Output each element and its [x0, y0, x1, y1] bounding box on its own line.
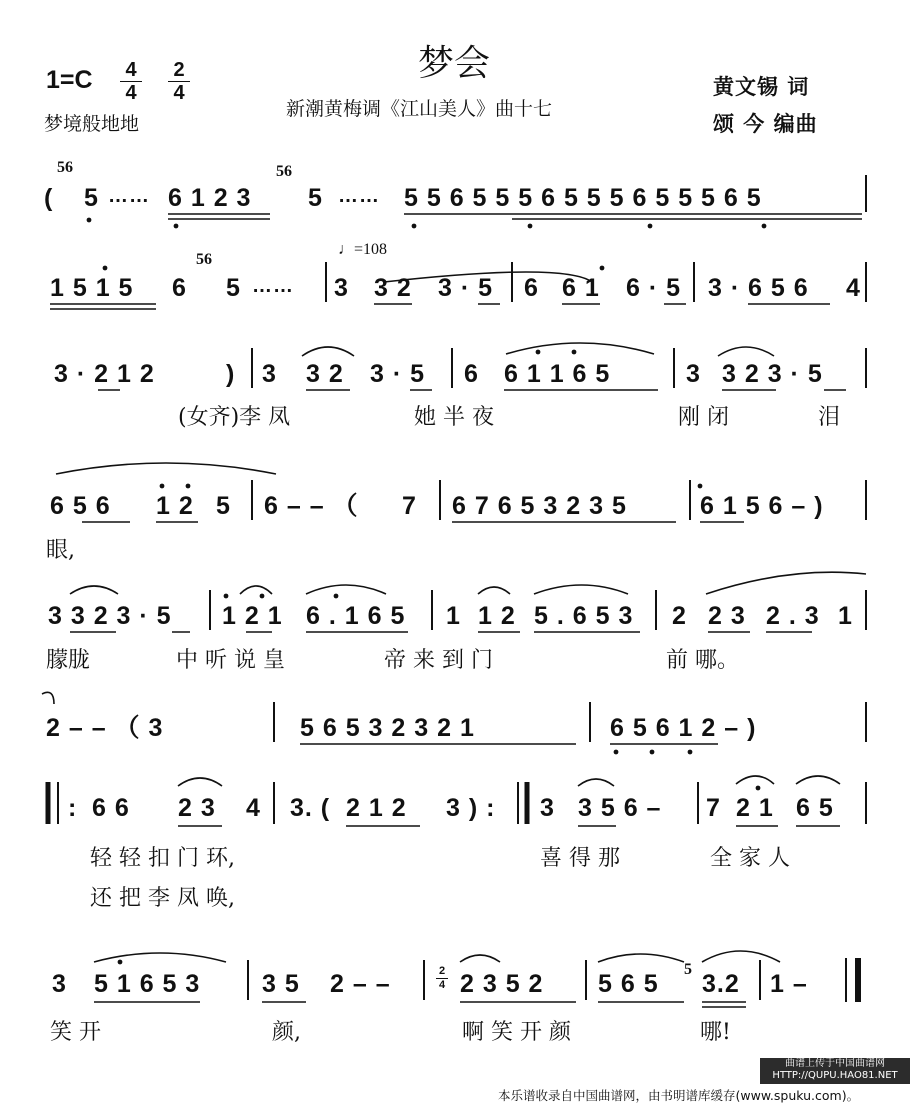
- note-group: 2: [672, 602, 687, 630]
- note-group: 1: [838, 602, 853, 630]
- time-sig-bottom: 4: [173, 82, 185, 104]
- note-group: 6 5 6 1 2 – ): [610, 714, 757, 742]
- note-group: 1 2 1: [222, 602, 283, 630]
- composer-credit: 颂 今 编曲: [713, 111, 818, 136]
- note-group: 3: [52, 970, 67, 998]
- note-group: 5 . 6 5 3: [534, 602, 634, 630]
- note-group: 6 5 6: [748, 274, 809, 302]
- note-group: 4: [846, 274, 861, 302]
- note-group: 1 2: [478, 602, 516, 630]
- note-group: 1: [446, 602, 461, 630]
- note-group: 3: [262, 360, 277, 388]
- note-group: 3 · 5: [438, 274, 494, 302]
- lyricist-credit: 黄文锡 词: [713, 74, 810, 99]
- note-group: 5: [84, 184, 99, 212]
- note-group: 6 5: [796, 794, 834, 822]
- time-sig-top: 4: [125, 59, 137, 81]
- note-group: 5: [226, 274, 241, 302]
- lyric-line: 全 家 人: [710, 846, 790, 871]
- note-group: 6 5 6: [50, 492, 111, 520]
- note-group: 6 1: [562, 274, 600, 302]
- note-group: 1 2: [156, 492, 194, 520]
- watermark-stamp: 曲谱上传于中国曲谱网 HTTP://QUPU.HAO81.NET: [760, 1058, 910, 1084]
- note-group: 3 · 2 1 2: [54, 360, 155, 388]
- note-group: 6 1 5 6 – ): [700, 492, 824, 520]
- time-sig-bottom: 4: [438, 979, 446, 991]
- key-signature: 1=C: [46, 66, 93, 94]
- note-group: 2 – –: [330, 970, 391, 998]
- note-group: 3 2: [306, 360, 344, 388]
- note-group: 3. (: [290, 794, 331, 822]
- note-group: 3.2: [702, 970, 740, 998]
- note-group: 2 3 5 2: [460, 970, 544, 998]
- note-group: 3: [334, 274, 349, 302]
- note-group: 2 – – （ 3: [46, 714, 164, 742]
- note-group: 5: [308, 184, 323, 212]
- note-group: 6: [524, 274, 539, 302]
- note-group: 5 1 6 5 3: [94, 970, 201, 998]
- note-group: 6 7 6 5 3 2 3 5: [452, 492, 627, 520]
- repeat-dots: :: [68, 794, 78, 822]
- note-group: 6 6: [92, 794, 130, 822]
- note-group: 4: [246, 794, 261, 822]
- ellipsis-mark: ……: [108, 185, 150, 207]
- lyric-line: 喜 得 那: [540, 846, 620, 871]
- note-group: 1 5 1 5: [50, 274, 134, 302]
- lyric-line: 前 哪。: [666, 648, 739, 673]
- lyric-line: 刚 闭: [678, 405, 729, 430]
- time-sig-bottom: 4: [125, 82, 137, 104]
- note-group: 6: [172, 274, 187, 302]
- lyric-verse-2: 还 把 李 凤 唤,: [90, 886, 235, 911]
- note-group: 2 . 3: [766, 602, 820, 630]
- subtitle: 新潮黄梅调《江山美人》曲十七: [286, 98, 553, 120]
- note-group: 3: [540, 794, 555, 822]
- note-group: 5: [216, 492, 231, 520]
- lyric-line: 眼,: [46, 538, 75, 563]
- note-group: 2 1 2: [346, 794, 407, 822]
- lyric-verse-1: 轻 轻 扣 门 环,: [90, 846, 235, 871]
- time-sig-top: 2: [438, 965, 446, 977]
- note-group: 6 · 5: [626, 274, 682, 302]
- note-group: 2 1: [736, 794, 774, 822]
- note-group: (: [44, 184, 54, 212]
- note-group: 5 5 6 5 5 5 6 5 5 5 6 5 5 5 6 5: [404, 184, 762, 212]
- note-group: 6 1 2 3: [168, 184, 252, 212]
- footer-note: 本乐谱收录自中国曲谱网，由书明谱库缓存(www.spuku.com)。: [498, 1088, 860, 1103]
- lyric-line: 朦胧: [46, 648, 91, 673]
- note-group: 6 . 1 6 5: [306, 602, 406, 630]
- ellipsis-mark: ……: [252, 275, 294, 297]
- lyric-line: (女齐)李 凤: [178, 405, 291, 430]
- grace-notes: 56: [196, 251, 212, 268]
- grace-notes: 56: [57, 159, 73, 176]
- note-group: 7: [402, 492, 417, 520]
- expression-mark: 梦境般地地: [44, 113, 140, 135]
- note-group: 2 3: [178, 794, 216, 822]
- note-group: 3 ·: [708, 274, 741, 302]
- note-group: 3 2 3 · 5: [722, 360, 823, 388]
- lyric-line: 中 听 说 皇: [176, 648, 285, 673]
- note-group: 3 3 2 3 · 5: [48, 602, 172, 630]
- note-group: 3 5: [262, 970, 300, 998]
- note-group: 6 – – （: [264, 492, 359, 520]
- note-group: 6 1 1 6 5: [504, 360, 611, 388]
- note-group: 3 2: [374, 274, 412, 302]
- note-group: 3: [686, 360, 701, 388]
- lyric-line: 帝 来 到 门: [384, 648, 493, 673]
- grace-notes: 56: [276, 163, 292, 180]
- lyric-line: 啊 笑 开 颜: [462, 1020, 571, 1045]
- note-group: 2 3: [708, 602, 746, 630]
- lyric-line: 颜,: [272, 1020, 301, 1045]
- note-group: 7: [706, 794, 721, 822]
- note-group: 3 · 5: [370, 360, 426, 388]
- note-group: 1 –: [770, 970, 808, 998]
- tempo-mark: ♩=108: [338, 241, 388, 258]
- note-group: 5 6 5 3 2 3 2 1: [300, 714, 475, 742]
- ellipsis-mark: ……: [338, 185, 380, 207]
- time-sig-top: 2: [173, 59, 185, 81]
- lyric-line: 她 半 夜: [414, 405, 494, 430]
- note-group: ): [226, 360, 236, 388]
- note-group: 6: [464, 360, 479, 388]
- lyric-line: 泪: [818, 405, 841, 430]
- lyric-line: 哪!: [700, 1020, 731, 1045]
- note-group: 3 ) :: [446, 794, 496, 822]
- title: 梦会: [418, 43, 491, 84]
- note-group: 3 5 6 –: [578, 794, 662, 822]
- lyric-line: 笑 开: [50, 1020, 101, 1045]
- grace-notes: 5: [684, 961, 692, 978]
- note-group: 5 6 5: [598, 970, 659, 998]
